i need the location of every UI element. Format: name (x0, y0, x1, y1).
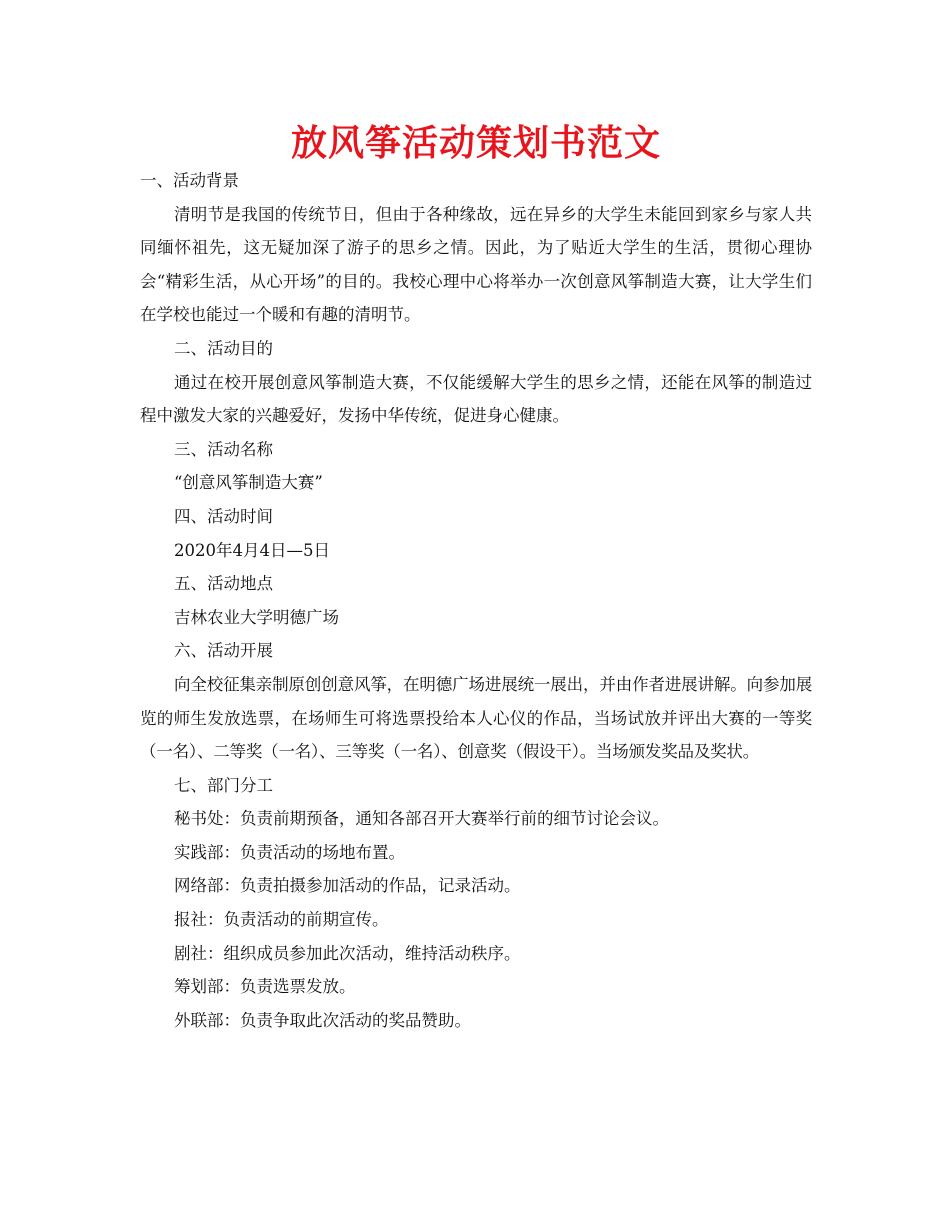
section-heading-location: 五、活动地点 (174, 574, 273, 594)
division-item-secretariat: 秘书处：负责前期预备，通知各部召开大赛举行前的细节讨论会议。 (174, 809, 669, 829)
section-heading-process: 六、活动开展 (174, 641, 273, 661)
division-item-liaison: 外联部：负责争取此次活动的奖品赞助。 (174, 1010, 471, 1030)
section-heading-purpose: 二、活动目的 (174, 338, 273, 358)
document-page (140, 118, 812, 1037)
division-item-newspaper: 报社：负责活动的前期宣传。 (174, 910, 389, 930)
document-title: 放风筝活动策划书范文 (290, 123, 661, 164)
section-body-name: “创意风筝制造大赛” (174, 473, 323, 493)
division-item-drama: 剧社：组织成员参加此次活动，维持活动秩序。 (174, 943, 521, 963)
division-item-practice: 实践部：负责活动的场地布置。 (174, 842, 405, 862)
section-body-purpose: 通过在校开展创意风筝制造大赛，不仅能缓解大学生的思乡之情，还能在风筝的制造过程中激发大家的兴趣爱好，发扬中华传统，促进身心健康。 (140, 372, 812, 426)
division-item-network: 网络部：负责拍摄参加活动的作品，记录活动。 (174, 876, 521, 896)
section-heading-division: 七、部门分工 (174, 775, 273, 795)
section-heading-background: 一、活动背景 (140, 171, 239, 190)
section-heading-name: 三、活动名称 (174, 439, 273, 459)
section-heading-time: 四、活动时间 (174, 506, 273, 526)
division-item-planning: 筹划部：负责选票发放。 (174, 977, 356, 997)
section-body-time: 2020年4月4日—5日 (174, 540, 330, 560)
section-body-location: 吉林农业大学明德广场 (174, 607, 339, 627)
section-body-background: 清明节是我国的传统节日，但由于各种缘故，远在异乡的大学生未能回到家乡与家人共同缅怀祖先，这无疑加深了游子的思乡之情。因此，为了贴近大学生的生活，贯彻心理协会“精彩生活，从心开场”的目的。我校心理中心将举办一次创意风筝制造大赛，让大学生们在学校也能过一个暖和有趣的清明节。 (140, 204, 812, 325)
section-body-process: 向全校征集亲制原创创意风筝，在明德广场进展统一展出，并由作者进展讲解。向参加展览的师生发放选票，在场师生可将选票投给本人心仪的作品，当场试放并评出大赛的一等奖（一名）、二等奖（一名）、三等奖（一名）、创意奖（假设干）。当场颁发奖品及奖状。 (140, 674, 812, 762)
